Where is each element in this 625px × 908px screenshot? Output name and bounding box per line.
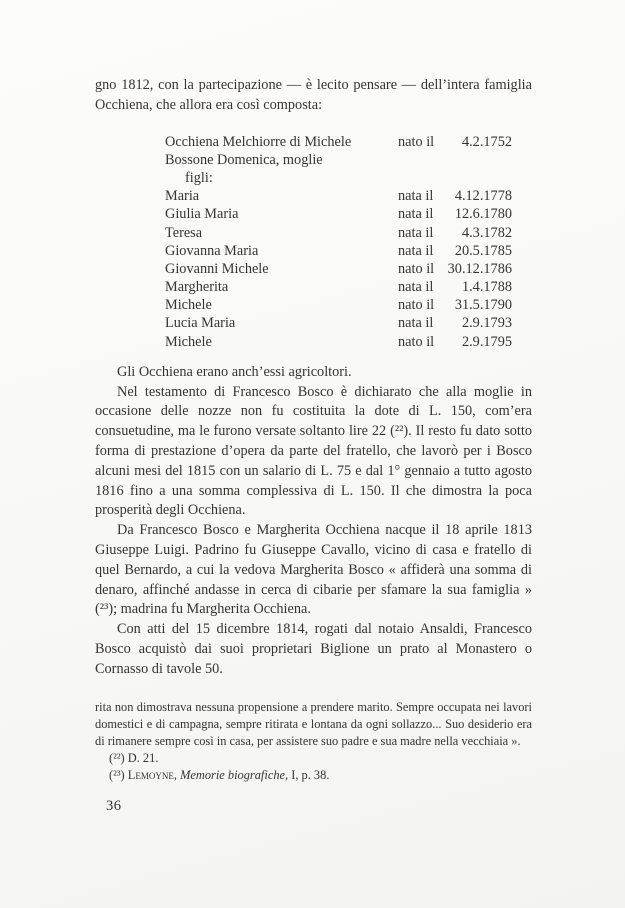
footnote-23-ref: (²³) [109,767,128,782]
footnote-23-title: Memorie biografiche [180,767,286,782]
footnote-23-rest: , I, p. 38. [285,767,330,782]
footnote-23-author: Lemoyne [127,767,174,782]
person-name: Giovanna Maria [165,242,259,259]
birth-date: 1.4.1788 [461,279,512,296]
paragraph-testamento: Nel testamento di Francesco Bosco è dichiarato che alla moglie in occasione delle nozze non fu costituita la dote di L. 150, com’era consuetudine, ma le furono versate soltanto lire 22 (²²). Il resto fu dato sotto forma di prestazione d’opera da parte del fratello, che lavorò per i Bosco alcuni mesi del 1815 con un salario di L. 75 e dal 1° gennaio a tutto agosto 1816 fino a una somma complessiva di L. 150. Il che dimostra la poca prosperità degli Occhiena. [95,383,532,519]
born-label: nato il [398,133,435,150]
footnotes-block [95,699,532,784]
born-label: nato il [398,297,435,314]
born-label: nata il [398,279,434,296]
footnote-22-text: D. 21. [127,750,159,765]
born-label: nata il [398,315,434,332]
family-list-row [165,333,512,351]
family-list-row [165,314,512,332]
birth-date: 4.2.1752 [461,133,512,150]
person-name: Michele [165,297,212,314]
footnote-22 [95,750,532,767]
born-label [398,151,446,169]
paragraph-intro: gno 1812, con la partecipazione — è lecito pensare — dell’intera famiglia Occhiena, che allora era così composta: [95,77,532,113]
family-list-row [165,278,512,296]
person-name: Maria [165,188,200,205]
born-label: nata il [398,224,434,241]
family-list-row [165,151,512,169]
person-name: Giulia Maria [165,206,239,223]
family-list-row [165,187,512,205]
born-label: nato il [398,333,435,350]
page-number: 36 [106,797,122,814]
birth-date: 4.12.1778 [454,188,512,205]
born-label: nata il [398,206,434,223]
person-name: Michele [165,333,212,350]
family-list-row [165,133,512,151]
person-name: Margherita [165,279,229,296]
text-block [95,76,532,815]
birth-date: 31.5.1790 [454,297,512,314]
person-name: Teresa [165,224,203,241]
birth-date: 2.9.1793 [461,315,512,332]
born-label: nata il [398,188,434,205]
family-list-row [165,242,512,260]
paragraph-agricoltori: Gli Occhiena erano anch’essi agricoltori. [117,363,352,380]
family-list [165,133,512,351]
family-list-row [165,169,512,187]
birth-date [446,169,512,187]
family-list-row [165,260,512,278]
born-label: nato il [398,260,435,277]
paragraph-atti-notaio: Con atti del 15 dicembre 1814, rogati dal notaio Ansaldi, Francesco Bosco acquistò dai suoi proprietari Biglione un prato al Monastero o Cornasso di tavole 50. [95,621,532,677]
footnote-23 [95,767,532,784]
person-name: Lucia Maria [165,315,236,332]
footnote-23-sep: , [173,767,181,782]
person-name: Giovanni Michele [165,260,269,277]
family-list-row [165,205,512,223]
family-list-row [165,224,512,242]
birth-date: 2.9.1795 [461,333,512,350]
person-name: Occhiena Melchiorre di Michele [165,133,352,150]
birth-date [446,151,512,169]
birth-date: 4.3.1782 [461,224,512,241]
birth-date: 12.6.1780 [454,206,512,223]
footnote-22-ref: (²²) [109,750,128,765]
family-list-row [165,296,512,314]
born-label: nata il [398,242,434,259]
born-label [398,169,446,187]
birth-date: 30.12.1786 [447,260,512,277]
footnote-continuation: rita non dimostrava nessuna propensione a prendere marito. Sempre occupata nei lavori domestici e di campagna, sempre ritirata e lontana da ogni sollazzo... Suo desiderio era di rimanere sempre così in casa, per assistere suo padre e sua madre nella vecchiaia ». [95,699,532,748]
birth-date: 20.5.1785 [454,242,512,259]
children-label: figli: [185,169,213,186]
paragraph-nascita-giuseppe: Da Francesco Bosco e Margherita Occhiena nacque il 18 aprile 1813 Giuseppe Luigi. Padrino fu Giuseppe Cavallo, vicino di casa e fratello di quel Bernardo, a cui la vedova Margherita Bosco « affiderà una somma di denaro, affinché andasse in cerca di cibarie per sfamare la sua famiglia » (²³); madrina fu Margherita Occhiena. [95,522,532,618]
person-name: Bossone Domenica, moglie [165,151,323,168]
